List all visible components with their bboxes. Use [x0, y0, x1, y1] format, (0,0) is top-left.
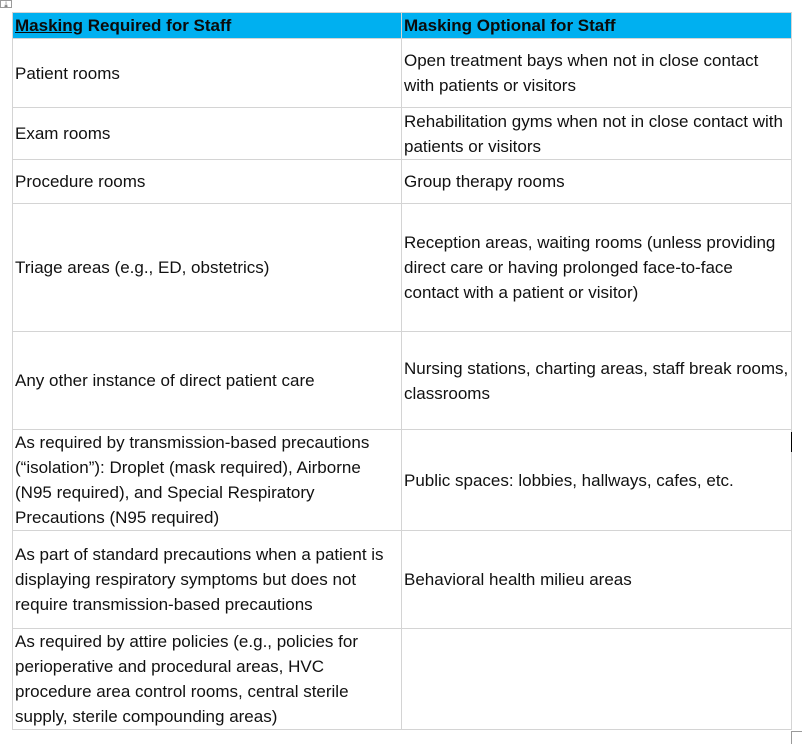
- header-masking-required: [13, 13, 402, 39]
- table-row: [13, 160, 792, 204]
- required-cell[interactable]: Procedure rooms: [13, 160, 402, 204]
- table-row: [13, 629, 792, 730]
- text-cursor: [791, 432, 792, 452]
- header-row: [13, 13, 792, 39]
- header-optional-label: Masking Optional for Staff: [404, 15, 616, 35]
- required-cell[interactable]: Patient rooms: [13, 39, 402, 108]
- header-required-rest: Required for Staff: [83, 15, 232, 35]
- table-row: [13, 39, 792, 108]
- table-row: [13, 531, 792, 629]
- optional-cell[interactable]: Reception areas, waiting rooms (unless providing direct care or having prolonged face-to-face contact with a patient or visitor): [402, 204, 792, 332]
- table-row: [13, 108, 792, 160]
- required-cell[interactable]: Any other instance of direct patient care: [13, 332, 402, 430]
- header-required-underlined: Masking: [15, 15, 84, 35]
- table-resize-handle[interactable]: [791, 731, 802, 744]
- optional-cell[interactable]: Open treatment bays when not in close contact with patients or visitors: [402, 39, 792, 108]
- optional-cell[interactable]: Public spaces: lobbies, hallways, cafes, etc.: [402, 430, 792, 531]
- optional-cell[interactable]: Group therapy rooms: [402, 160, 792, 204]
- optional-cell[interactable]: Behavioral health milieu areas: [402, 531, 792, 629]
- optional-cell[interactable]: Rehabilitation gyms when not in close contact with patients or visitors: [402, 108, 792, 160]
- table-row: [13, 332, 792, 430]
- required-cell[interactable]: As required by attire policies (e.g., policies for perioperative and procedural areas, HVC procedure area control rooms, central sterile supply, sterile compounding areas): [13, 629, 402, 730]
- masking-table: [12, 12, 792, 730]
- required-cell[interactable]: Exam rooms: [13, 108, 402, 160]
- optional-cell[interactable]: [402, 629, 792, 730]
- required-cell[interactable]: Triage areas (e.g., ED, obstetrics): [13, 204, 402, 332]
- required-cell[interactable]: As part of standard precautions when a patient is displaying respiratory symptoms but does not require transmission-based precautions: [13, 531, 402, 629]
- table-row: [13, 430, 792, 531]
- optional-cell[interactable]: Nursing stations, charting areas, staff break rooms, classrooms: [402, 332, 792, 430]
- table-row: [13, 204, 792, 332]
- required-cell[interactable]: As required by transmission-based precautions (“isolation”): Droplet (mask required), Airborne (N95 required), and Special Respiratory Precautions (N95 required): [13, 430, 402, 531]
- table-move-handle-icon[interactable]: ⤓: [0, 0, 12, 8]
- header-masking-optional: [402, 13, 792, 39]
